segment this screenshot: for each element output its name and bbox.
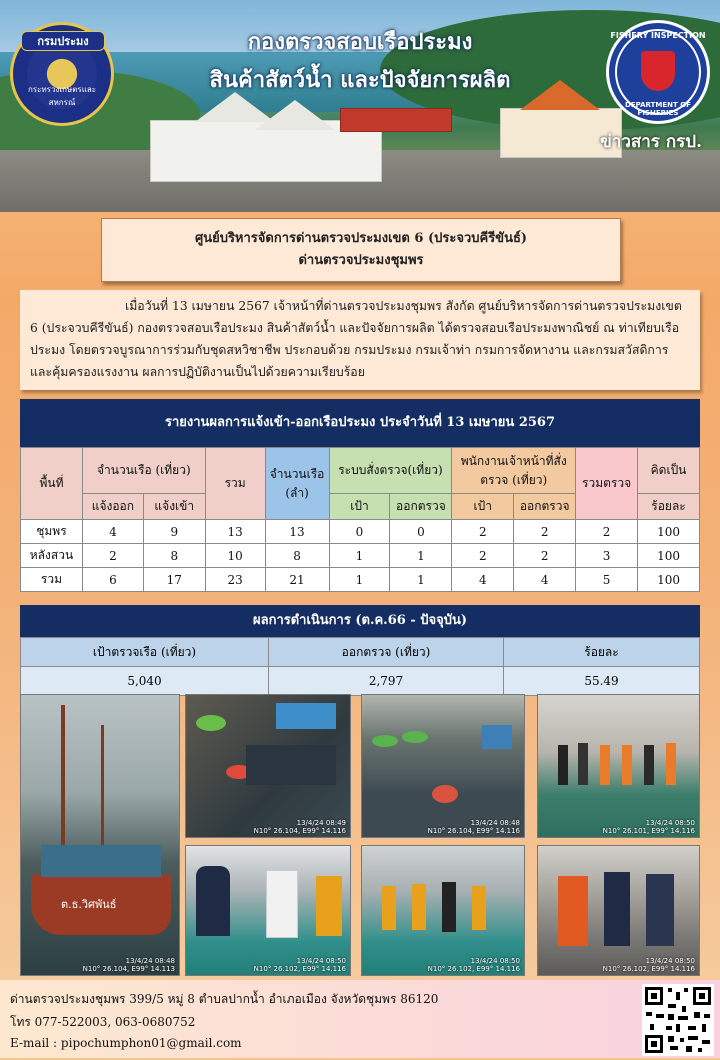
banner-title-line2: สินค้าสัตว์น้ำ และปัจจัยการผลิต (209, 68, 511, 93)
cell-vessels: 8 (265, 544, 329, 568)
results-title: ผลการดำเนินการ (ต.ค.66 - ปัจจุบัน) (20, 605, 700, 637)
boat-name: ต.ธ.วิศพันธ์ (61, 898, 117, 911)
cell-percent: 100 (638, 520, 700, 544)
office-heading (101, 218, 621, 282)
cell-off-inspected: 4 (514, 568, 576, 592)
results-table (20, 637, 700, 696)
header-sum-inspect: รวมตรวจ (576, 448, 638, 520)
heading-line1: ศูนย์บริหารจัดการด่านตรวจประมงเขต 6 (ประจวบคีรีขันธ์) (194, 231, 528, 246)
results-header-percent: ร้อยละ (504, 638, 700, 667)
header-system: ระบบสั่งตรวจ(เที่ยว) (329, 448, 452, 494)
cell-off-inspected: 2 (514, 544, 576, 568)
cell-sys-inspected: 1 (390, 568, 452, 592)
photo-stamp: 13/4/24 08:48 N10° 26.104, E99° 14.113 (82, 957, 175, 973)
header-off-inspected: ออกตรวจ (514, 494, 576, 520)
photo-stamp: 13/4/24 08:48 N10° 26.104, E99° 14.116 (427, 819, 520, 835)
cell-sys-target: 1 (329, 544, 390, 568)
photo-crew-check-1 (185, 845, 351, 976)
photo-stamp: 13/4/24 08:50 N10° 26.102, E99° 14.116 (602, 957, 695, 973)
logo-subtext: กระทรวงเกษตรและสหกรณ์ (27, 85, 97, 107)
photo-stamp: 13/4/24 08:50 N10° 26.102, E99° 14.116 (427, 957, 520, 973)
footer-phone: โทร 077-522003, 063-0680752 (10, 1015, 196, 1029)
cell-vessels: 13 (265, 520, 329, 544)
banner-title-line1: กองตรวจสอบเรือประมง (247, 30, 473, 55)
header-officer: พนักงานเจ้าหน้าที่สั่งตรวจ (เที่ยว) (452, 448, 576, 494)
photo-stamp: 13/4/24 08:49 N10° 26.104, E99° 14.116 (253, 819, 346, 835)
cell-off-inspected: 2 (514, 520, 576, 544)
results-value-percent: 55.49 (504, 667, 700, 696)
cell-sys-inspected: 1 (390, 544, 452, 568)
paragraph-text: เมื่อวันที่ 13 เมษายน 2567 เจ้าหน้าที่ด่านตรวจประมงชุมพร สังกัด ศูนย์บริหารจัดการด่านตรวจประมงเขต 6 (ประจวบคีรีขันธ์) กองตรวจสอบเรือประมง สินค้าสัตว์น้ำ และปัจจัยการผลิต ได้ตรวจสอบเรือประมงพาณิชย์ ณ ท่าเทียบเรือประมง โดยตรวจบูรณาการร่วมกับชุดสหวิชาชีพ ประกอบด้วย กรมประมง กรมเจ้าท่า กรมการจัดหางาน และกรมสวัสดิการและคุ้มครองแรงงาน ผลการปฏิบัติงานเป็นไปด้วยความเรียบร้อย (30, 299, 682, 379)
fishery-inspection-logo (606, 20, 710, 124)
red-roof-building (340, 108, 452, 132)
photo-stamp: 13/4/24 08:50 N10° 26.101, E99° 14.116 (602, 819, 695, 835)
table-row-total (21, 568, 700, 592)
cell-total: 23 (205, 568, 265, 592)
report-title: รายงานผลการแจ้งเข้า-ออกเรือประมง ประจำวันที่ 13 เมษายน 2567 (20, 399, 700, 447)
header-total: รวม (205, 448, 265, 520)
cell-area: รวม (21, 568, 83, 592)
cell-area: ชุมพร (21, 520, 83, 544)
header-sys-inspected: ออกตรวจ (390, 494, 452, 520)
cell-area: หลังสวน (21, 544, 83, 568)
cell-off-target: 4 (452, 568, 514, 592)
results-value-inspected: 2,797 (269, 667, 504, 696)
shield-icon (641, 51, 675, 91)
results-header-inspected: ออกตรวจ (เที่ยว) (269, 638, 504, 667)
header-boat-count: จำนวนเรือ (เที่ยว) (82, 448, 205, 494)
cell-sys-target: 1 (329, 568, 390, 592)
cell-sum: 3 (576, 544, 638, 568)
cell-out: 6 (82, 568, 143, 592)
cell-off-target: 2 (452, 520, 514, 544)
table-row (21, 544, 700, 568)
photo-fishing-boat (20, 694, 180, 976)
photo-stamp: 13/4/24 08:50 N10° 26.102, E99° 14.116 (253, 957, 346, 973)
report-table (20, 447, 700, 592)
header-in: แจ้งเข้า (143, 494, 205, 520)
cell-percent: 100 (638, 568, 700, 592)
header-vessels: จำนวนเรือ (ลำ) (265, 448, 329, 520)
footer-email[interactable]: E-mail : pipochumphon01@gmail.com (10, 1036, 242, 1050)
photo-inspection-team (537, 694, 700, 838)
cell-in: 17 (143, 568, 205, 592)
header-percent-a: คิดเป็น (638, 448, 700, 494)
news-paragraph (20, 290, 700, 390)
temple-roof (255, 100, 335, 130)
qr-code-icon (642, 984, 714, 1056)
cell-total: 13 (205, 520, 265, 544)
cell-off-target: 2 (452, 544, 514, 568)
header-area: พื้นที่ (21, 448, 83, 520)
header-banner (0, 0, 720, 212)
results-header-target: เป้าตรวจเรือ (เที่ยว) (21, 638, 269, 667)
logo-text: กรมประมง (21, 31, 105, 51)
header-off-target: เป้า (452, 494, 514, 520)
header-percent-b: ร้อยละ (638, 494, 700, 520)
cell-percent: 100 (638, 544, 700, 568)
cell-sum: 2 (576, 520, 638, 544)
cell-out: 2 (82, 544, 143, 568)
table-row (21, 520, 700, 544)
cell-total: 10 (205, 544, 265, 568)
footer-address: ด่านตรวจประมงชุมพร 399/5 หมู่ 8 ตำบลปากน้ำ อำเภอเมือง จังหวัดชุมพร 86120 (10, 992, 439, 1006)
photo-crew-check-2 (361, 845, 525, 976)
footer (0, 980, 720, 1058)
logo-top-text: FISHERY INSPECTION (610, 31, 706, 40)
cell-sum: 5 (576, 568, 638, 592)
photo-crew-check-3 (537, 845, 700, 976)
cell-sys-inspected: 0 (390, 520, 452, 544)
results-value-target: 5,040 (21, 667, 269, 696)
header-out: แจ้งออก (82, 494, 143, 520)
cell-in: 8 (143, 544, 205, 568)
cell-in: 9 (143, 520, 205, 544)
photo-nets-on-deck (361, 694, 525, 838)
heading-line2: ด่านตรวจประมงชุมพร (298, 253, 424, 268)
cell-sys-target: 0 (329, 520, 390, 544)
logo-bottom-text: DEPARTMENT OF FISHERIES (625, 101, 691, 117)
cell-vessels: 21 (265, 568, 329, 592)
cell-out: 4 (82, 520, 143, 544)
header-sys-target: เป้า (329, 494, 390, 520)
department-of-fisheries-logo (10, 22, 114, 126)
news-label: ข่าวสาร กรป. (600, 132, 702, 152)
photo-deck-equipment (185, 694, 351, 838)
